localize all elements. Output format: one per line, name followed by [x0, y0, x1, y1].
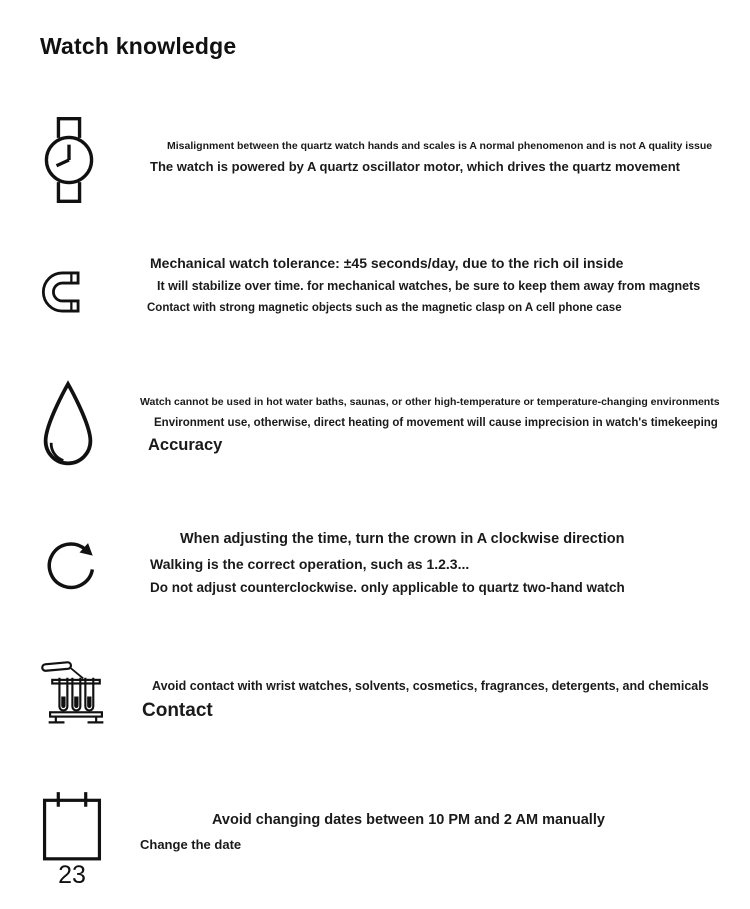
section-magnetism: [0, 255, 750, 335]
info-line: Misalignment between the quartz watch hands and scales is A normal phenomenon and is not A quality issue: [167, 140, 713, 152]
watch-icon: [40, 112, 98, 208]
test-tubes-icon: [40, 645, 112, 745]
info-line: Environment use, otherwise, direct heating of movement will cause imprecision in watch's timekeeping: [154, 417, 718, 429]
calendar-icon: 23: [40, 788, 104, 862]
magnet-icon: [40, 263, 96, 321]
section-text: [130, 812, 740, 852]
info-line: Walking is the correct operation, such as 1.2.3...: [150, 556, 470, 572]
section-text: [130, 255, 740, 314]
info-line: Avoid contact with wrist watches, solvents, cosmetics, fragrances, detergents, and chemicals: [152, 679, 709, 693]
info-line: Watch cannot be used in hot water baths, saunas, or other high-temperature or temperature-changing environments: [140, 396, 720, 408]
section-text: [130, 531, 740, 595]
info-line: Mechanical watch tolerance: ±45 seconds/day, due to the rich oil inside: [150, 255, 624, 271]
section-temperature-accuracy: [0, 378, 750, 488]
section-heading: Accuracy: [148, 436, 223, 454]
section-crown-adjustment: [0, 523, 750, 603]
info-line: The watch is powered by A quartz oscillator motor, which drives the quartz movement: [150, 159, 680, 174]
info-line: Avoid changing dates between 10 PM and 2 AM manually: [212, 812, 605, 828]
section-chemical-contact: [0, 645, 750, 755]
info-line: It will stabilize over time. for mechanical watches, be sure to keep them away from magnets: [157, 279, 701, 293]
info-line: Contact with strong magnetic objects such as the magnetic clasp on A cell phone case: [147, 302, 622, 314]
section-text: [130, 140, 740, 174]
section-heading: Contact: [142, 700, 213, 721]
section-text: [130, 396, 740, 455]
section-quartz-movement: [0, 112, 750, 222]
section-text: [130, 679, 740, 722]
water-drop-icon: [40, 378, 96, 474]
info-line: Do not adjust counterclockwise. only applicable to quartz two-hand watch: [150, 580, 625, 595]
clockwise-arrow-icon: [40, 526, 102, 596]
info-line: When adjusting the time, turn the crown in A clockwise direction: [180, 531, 625, 547]
page-title: Watch knowledge: [40, 33, 237, 59]
section-date-change: [0, 788, 750, 889]
section-heading: Change the date: [140, 837, 242, 852]
